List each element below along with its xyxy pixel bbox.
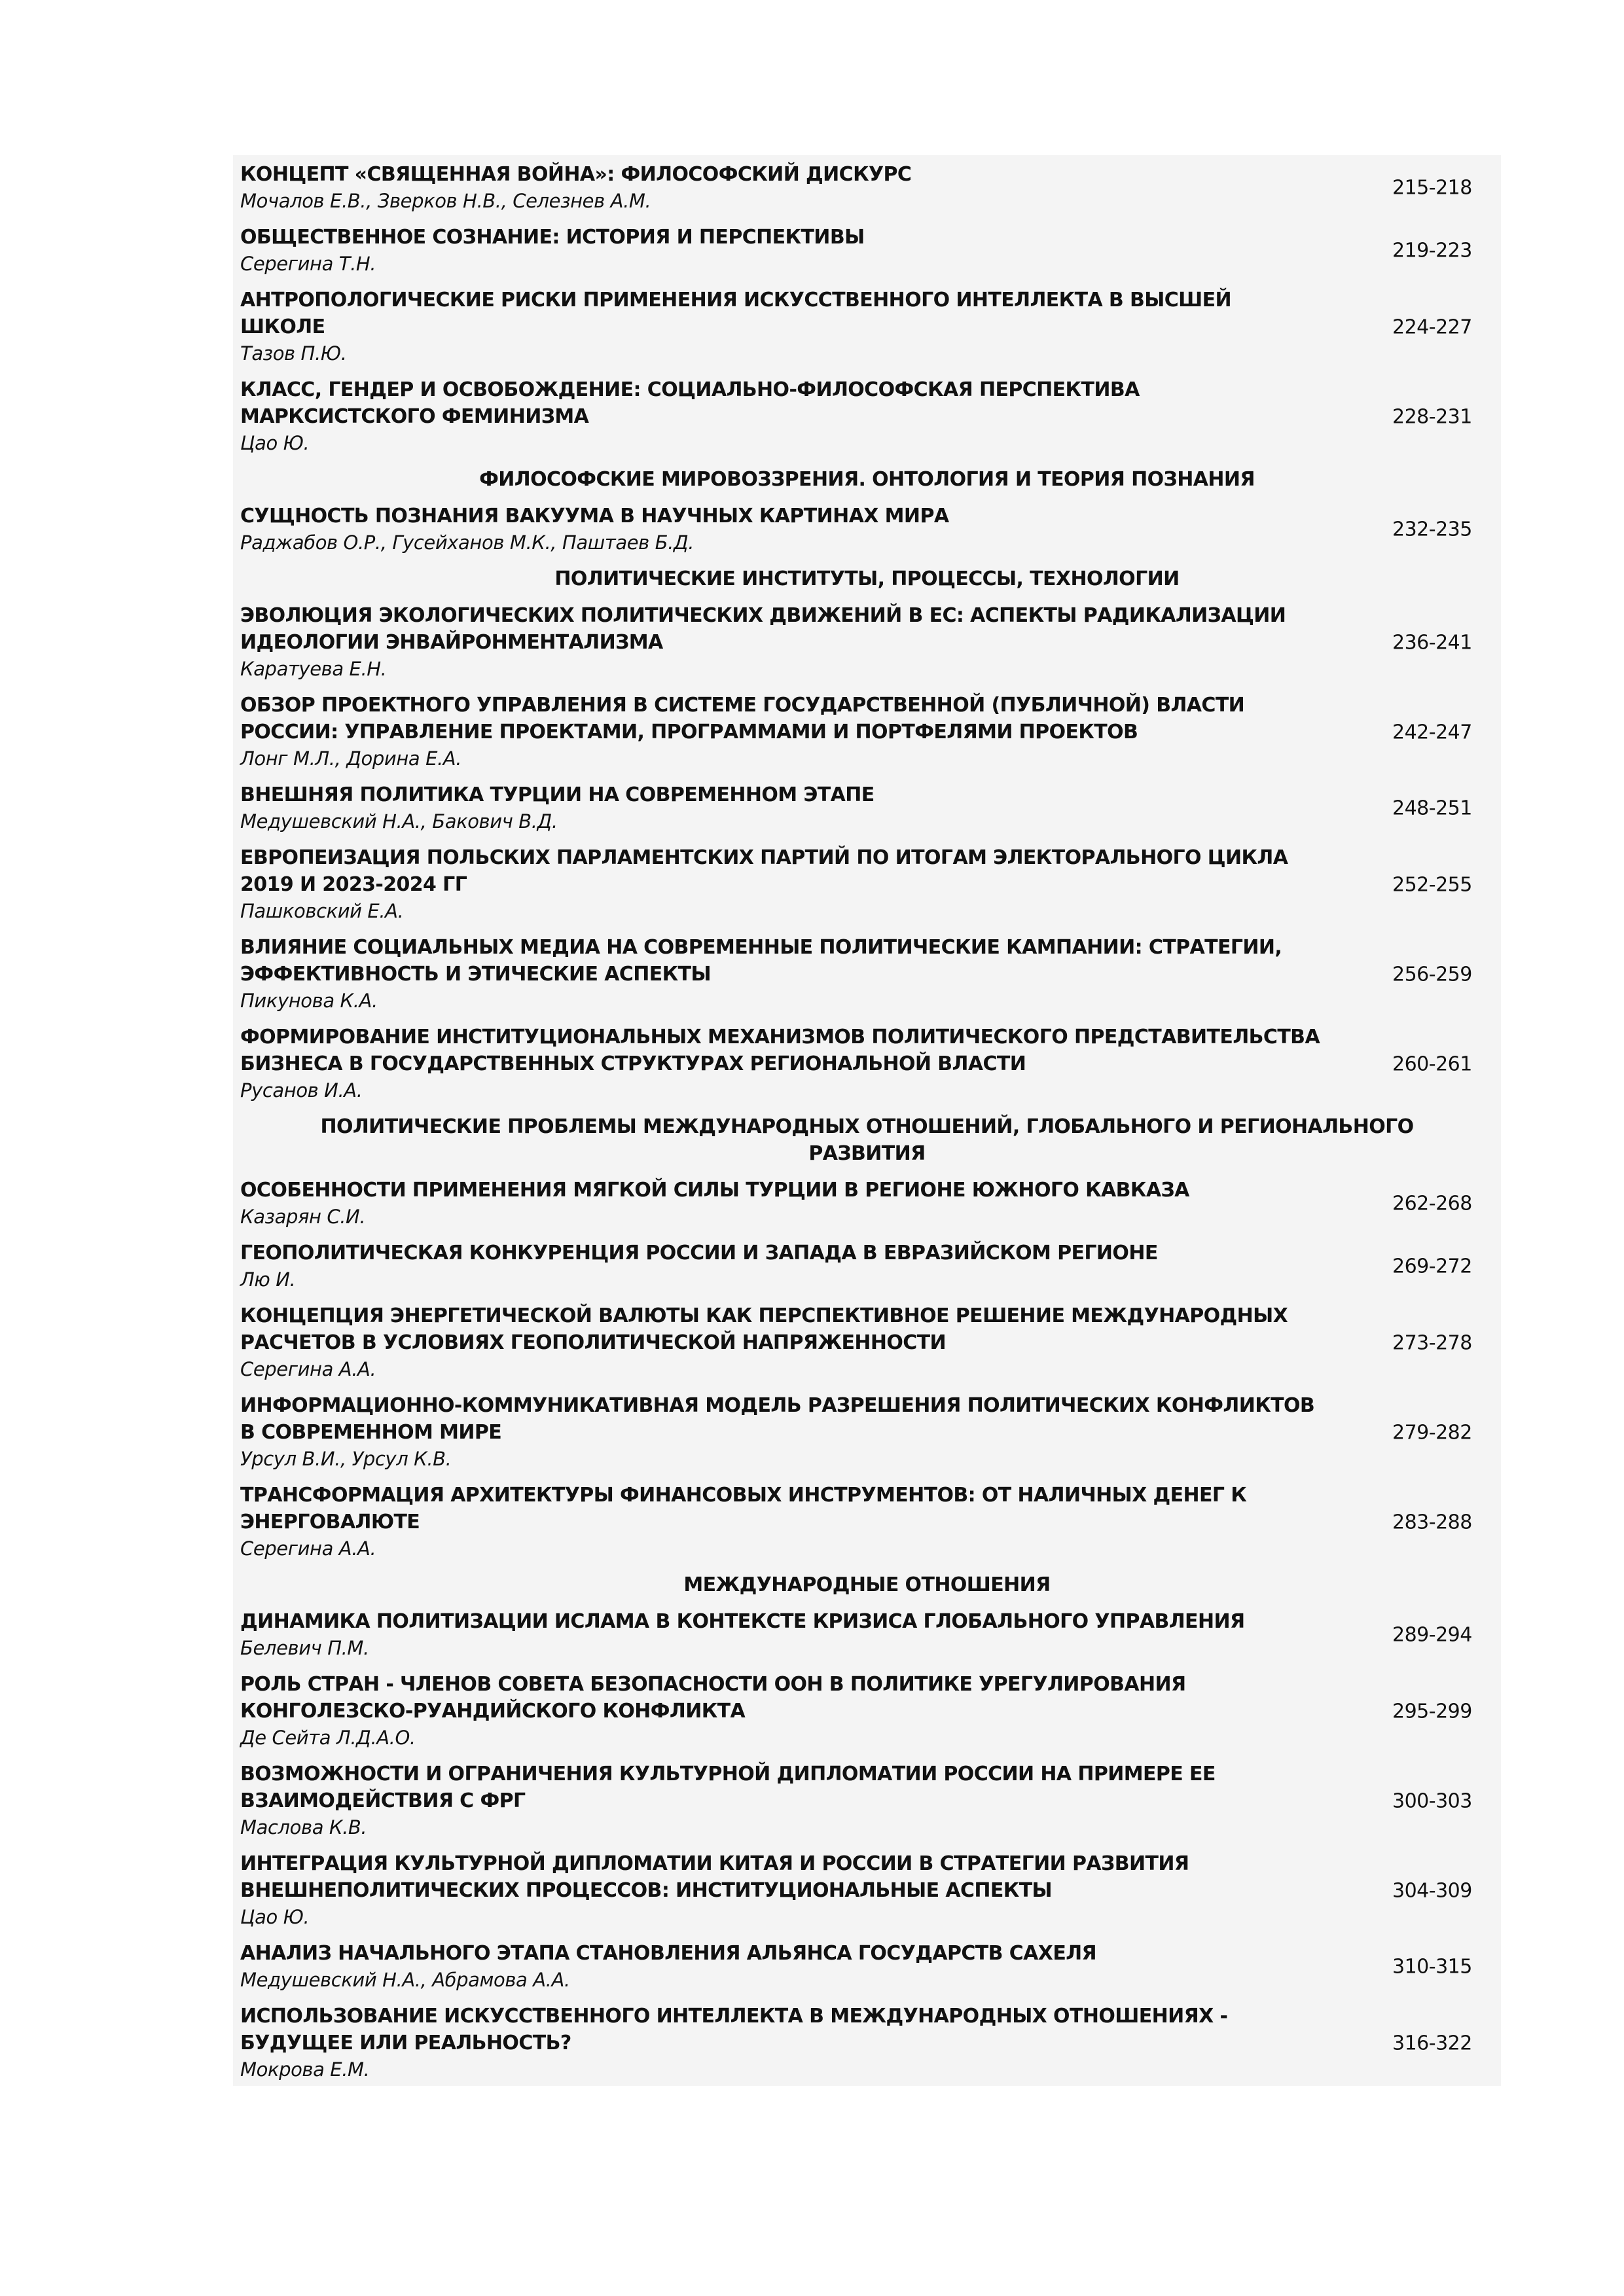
page-range: 242-247: [1392, 721, 1472, 744]
toc-entry: [233, 1846, 1501, 1935]
article-authors: Пикунова К.А.: [240, 990, 378, 1012]
page-range: 300-303: [1392, 1789, 1472, 1812]
page-range: 269-272: [1392, 1255, 1472, 1278]
article-title-line: ШКОЛЕ: [240, 315, 325, 338]
toc-entry: [233, 1388, 1501, 1477]
article-authors: Де Сейта Л.Д.А.О.: [240, 1727, 416, 1749]
section-heading: [233, 1109, 1501, 1172]
article-title-line: ЭНЕРГОВАЛЮТЕ: [240, 1511, 420, 1534]
page-range: 215-218: [1392, 176, 1472, 200]
section-title-line: ПОЛИТИЧЕСКИЕ ПРОБЛЕМЫ МЕЖДУНАРОДНЫХ ОТНОШЕНИЙ, ГЛОБАЛЬНОГО И РЕГИОНАЛЬНОГО: [320, 1115, 1414, 1138]
page-range: 262-268: [1392, 1192, 1472, 1215]
article-title-line: ИНТЕГРАЦИЯ КУЛЬТУРНОЙ ДИПЛОМАТИИ КИТАЯ И РОССИИ В СТРАТЕГИИ РАЗВИТИЯ: [240, 1852, 1189, 1875]
toc-entry: [233, 1235, 1501, 1298]
article-title-line: ВЛИЯНИЕ СОЦИАЛЬНЫХ МЕДИА НА СОВРЕМЕННЫЕ ПОЛИТИЧЕСКИЕ КАМПАНИИ: СТРАТЕГИИ,: [240, 936, 1282, 959]
toc-entry: [233, 687, 1501, 777]
article-title-line: ИДЕОЛОГИИ ЭНВАЙРОНМЕНТАЛИЗМА: [240, 631, 663, 654]
article-title-line: БИЗНЕСА В ГОСУДАРСТВЕННЫХ СТРУКТУРАХ РЕГИОНАЛЬНОЙ ВЛАСТИ: [240, 1052, 1026, 1075]
toc-entry: [233, 1298, 1501, 1388]
toc-entry: [233, 219, 1501, 282]
article-authors: Белевич П.М.: [240, 1637, 369, 1659]
article-title-line: ВЗАИМОДЕЙСТВИЯ С ФРГ: [240, 1789, 526, 1812]
table-of-contents: [233, 155, 1501, 2086]
article-title-line: РАСЧЕТОВ В УСЛОВИЯХ ГЕОПОЛИТИЧЕСКОЙ НАПРЯЖЕННОСТИ: [240, 1331, 947, 1354]
article-authors: Лю И.: [240, 1268, 296, 1291]
toc-entry: [233, 1477, 1501, 1567]
toc-entry: [233, 1756, 1501, 1846]
page-range: 310-315: [1392, 1955, 1472, 1979]
article-title-line: РОССИИ: УПРАВЛЕНИЕ ПРОЕКТАМИ, ПРОГРАММАМИ И ПОРТФЕЛЯМИ ПРОЕКТОВ: [240, 721, 1138, 744]
article-title-line: ОБЗОР ПРОЕКТНОГО УПРАВЛЕНИЯ В СИСТЕМЕ ГОСУДАРСТВЕННОЙ (ПУБЛИЧНОЙ) ВЛАСТИ: [240, 694, 1245, 717]
section-title-line: МЕЖДУНАРОДНЫЕ ОТНОШЕНИЯ: [683, 1573, 1051, 1596]
article-title-line: ФОРМИРОВАНИЕ ИНСТИТУЦИОНАЛЬНЫХ МЕХАНИЗМОВ ПОЛИТИЧЕСКОГО ПРЕДСТАВИТЕЛЬСТВА: [240, 1026, 1320, 1049]
article-authors: Медушевский Н.А., Бакович В.Д.: [240, 810, 558, 833]
page-range: 304-309: [1392, 1879, 1472, 1902]
article-title-line: ВНЕШНЯЯ ПОЛИТИКА ТУРЦИИ НА СОВРЕМЕННОМ ЭТАПЕ: [240, 783, 875, 806]
toc-entry: [233, 1935, 1501, 1998]
article-title-line: 2019 И 2023-2024 ГГ: [240, 873, 467, 896]
article-title-line: АНАЛИЗ НАЧАЛЬНОГО ЭТАПА СТАНОВЛЕНИЯ АЛЬЯНСА ГОСУДАРСТВ САХЕЛЯ: [240, 1942, 1097, 1965]
article-title-line: КОНЦЕПЦИЯ ЭНЕРГЕТИЧЕСКОЙ ВАЛЮТЫ КАК ПЕРСПЕКТИВНОЕ РЕШЕНИЕ МЕЖДУНАРОДНЫХ: [240, 1304, 1288, 1327]
toc-entry: [233, 598, 1501, 687]
article-authors: Каратуева Е.Н.: [240, 658, 387, 680]
article-title-line: КЛАСС, ГЕНДЕР И ОСВОБОЖДЕНИЕ: СОЦИАЛЬНО-ФИЛОСОФСКАЯ ПЕРСПЕКТИВА: [240, 378, 1140, 401]
toc-entry: [233, 1998, 1501, 2088]
article-title-line: ДИНАМИКА ПОЛИТИЗАЦИИ ИСЛАМА В КОНТЕКСТЕ КРИЗИСА ГЛОБАЛЬНОГО УПРАВЛЕНИЯ: [240, 1610, 1245, 1633]
article-authors: Тазов П.Ю.: [240, 342, 347, 365]
article-title-line: ЭВОЛЮЦИЯ ЭКОЛОГИЧЕСКИХ ПОЛИТИЧЕСКИХ ДВИЖЕНИЙ В ЕС: АСПЕКТЫ РАДИКАЛИЗАЦИИ: [240, 604, 1286, 627]
article-title-line: РОЛЬ СТРАН - ЧЛЕНОВ СОВЕТА БЕЗОПАСНОСТИ ООН В ПОЛИТИКЕ УРЕГУЛИРОВАНИЯ: [240, 1673, 1186, 1696]
article-authors: Казарян С.И.: [240, 1206, 366, 1228]
article-title-line: ОСОБЕННОСТИ ПРИМЕНЕНИЯ МЯГКОЙ СИЛЫ ТУРЦИИ В РЕГИОНЕ ЮЖНОГО КАВКАЗА: [240, 1179, 1189, 1202]
page-range: 273-278: [1392, 1331, 1472, 1354]
page-range: 252-255: [1392, 873, 1472, 896]
article-authors: Медушевский Н.А., Абрамова А.А.: [240, 1969, 570, 1991]
toc-entry: [233, 1666, 1501, 1756]
page-range: 283-288: [1392, 1511, 1472, 1534]
page-range: 248-251: [1392, 797, 1472, 820]
toc-entry: [233, 282, 1501, 372]
page-range: 236-241: [1392, 631, 1472, 654]
article-title-line: ЕВРОПЕИЗАЦИЯ ПОЛЬСКИХ ПАРЛАМЕНТСКИХ ПАРТИЙ ПО ИТОГАМ ЭЛЕКТОРАЛЬНОГО ЦИКЛА: [240, 846, 1288, 869]
page-range: 219-223: [1392, 239, 1472, 262]
article-authors: Урсул В.И., Урсул К.В.: [240, 1448, 452, 1470]
page-range: 279-282: [1392, 1421, 1472, 1444]
article-title-line: БУДУЩЕЕ ИЛИ РЕАЛЬНОСТЬ?: [240, 2032, 571, 2054]
toc-entry: [233, 156, 1501, 219]
article-authors: Раджабов О.Р., Гусейханов М.К., Паштаев Б.Д.: [240, 531, 695, 554]
article-authors: Маслова К.В.: [240, 1816, 367, 1839]
article-title-line: СУЩНОСТЬ ПОЗНАНИЯ ВАКУУМА В НАУЧНЫХ КАРТИНАХ МИРА: [240, 505, 949, 528]
toc-entry: [233, 372, 1501, 461]
article-authors: Серегина А.А.: [240, 1358, 376, 1380]
article-title-line: КОНГОЛЕЗСКО-РУАНДИЙСКОГО КОНФЛИКТА: [240, 1700, 746, 1723]
article-title-line: АНТРОПОЛОГИЧЕСКИЕ РИСКИ ПРИМЕНЕНИЯ ИСКУССТВЕННОГО ИНТЕЛЛЕКТА В ВЫСШЕЙ: [240, 289, 1232, 312]
section-title-line: ПОЛИТИЧЕСКИЕ ИНСТИТУТЫ, ПРОЦЕССЫ, ТЕХНОЛОГИИ: [554, 567, 1180, 590]
article-title-line: ИНФОРМАЦИОННО-КОММУНИКАТИВНАЯ МОДЕЛЬ РАЗРЕШЕНИЯ ПОЛИТИЧЕСКИХ КОНФЛИКТОВ: [240, 1394, 1315, 1417]
article-authors: Серегина А.А.: [240, 1537, 376, 1560]
toc-entry: [233, 498, 1501, 561]
article-title-line: МАРКСИСТСКОГО ФЕМИНИЗМА: [240, 405, 589, 428]
page-range: 289-294: [1392, 1623, 1472, 1647]
article-authors: Цао Ю.: [240, 1906, 310, 1928]
article-authors: Русанов И.А.: [240, 1079, 363, 1102]
section-title-line: ФИЛОСОФСКИЕ МИРОВОЗЗРЕНИЯ. ОНТОЛОГИЯ И ТЕОРИЯ ПОЗНАНИЯ: [479, 468, 1255, 491]
article-title-line: ЭФФЕКТИВНОСТЬ И ЭТИЧЕСКИЕ АСПЕКТЫ: [240, 963, 711, 986]
toc-entry: [233, 1604, 1501, 1666]
toc-entry: [233, 840, 1501, 929]
page-range: 260-261: [1392, 1052, 1472, 1075]
page-range: 316-322: [1392, 2032, 1472, 2054]
article-title-line: ИСПОЛЬЗОВАНИЕ ИСКУССТВЕННОГО ИНТЕЛЛЕКТА В МЕЖДУНАРОДНЫХ ОТНОШЕНИЯХ -: [240, 2005, 1228, 2028]
article-title-line: ОБЩЕСТВЕННОЕ СОЗНАНИЕ: ИСТОРИЯ И ПЕРСПЕКТИВЫ: [240, 226, 865, 249]
article-title-line: ТРАНСФОРМАЦИЯ АРХИТЕКТУРЫ ФИНАНСОВЫХ ИНСТРУМЕНТОВ: ОТ НАЛИЧНЫХ ДЕНЕГ К: [240, 1484, 1247, 1507]
article-title-line: ВОЗМОЖНОСТИ И ОГРАНИЧЕНИЯ КУЛЬТУРНОЙ ДИПЛОМАТИИ РОССИИ НА ПРИМЕРЕ ЕЕ: [240, 1763, 1216, 1785]
article-title-line: ГЕОПОЛИТИЧЕСКАЯ КОНКУРЕНЦИЯ РОССИИ И ЗАПАДА В ЕВРАЗИЙСКОМ РЕГИОНЕ: [240, 1242, 1158, 1265]
article-authors: Цао Ю.: [240, 432, 310, 454]
section-title-line: РАЗВИТИЯ: [808, 1142, 926, 1165]
article-authors: Лонг М.Л., Дорина Е.А.: [240, 747, 462, 770]
page-range: 224-227: [1392, 315, 1472, 338]
page-range: 228-231: [1392, 405, 1472, 428]
page-range: 232-235: [1392, 518, 1472, 541]
section-heading: [233, 461, 1501, 498]
article-title-line: КОНЦЕПТ «СВЯЩЕННАЯ ВОЙНА»: ФИЛОСОФСКИЙ ДИСКУРС: [240, 163, 912, 186]
article-authors: Серегина Т.Н.: [240, 253, 376, 275]
toc-entry: [233, 1172, 1501, 1235]
section-heading: [233, 1567, 1501, 1604]
toc-entry: [233, 777, 1501, 840]
page-range: 256-259: [1392, 963, 1472, 986]
toc-entry: [233, 1019, 1501, 1109]
article-authors: Мочалов Е.В., Зверков Н.В., Селезнев А.М.: [240, 190, 651, 212]
toc-entry: [233, 929, 1501, 1019]
article-authors: Пашковский Е.А.: [240, 900, 404, 922]
article-title-line: ВНЕШНЕПОЛИТИЧЕСКИХ ПРОЦЕССОВ: ИНСТИТУЦИОНАЛЬНЫЕ АСПЕКТЫ: [240, 1879, 1053, 1902]
section-heading: [233, 561, 1501, 598]
page-range: 295-299: [1392, 1700, 1472, 1723]
article-title-line: В СОВРЕМЕННОМ МИРЕ: [240, 1421, 502, 1444]
article-authors: Мокрова Е.М.: [240, 2058, 370, 2081]
